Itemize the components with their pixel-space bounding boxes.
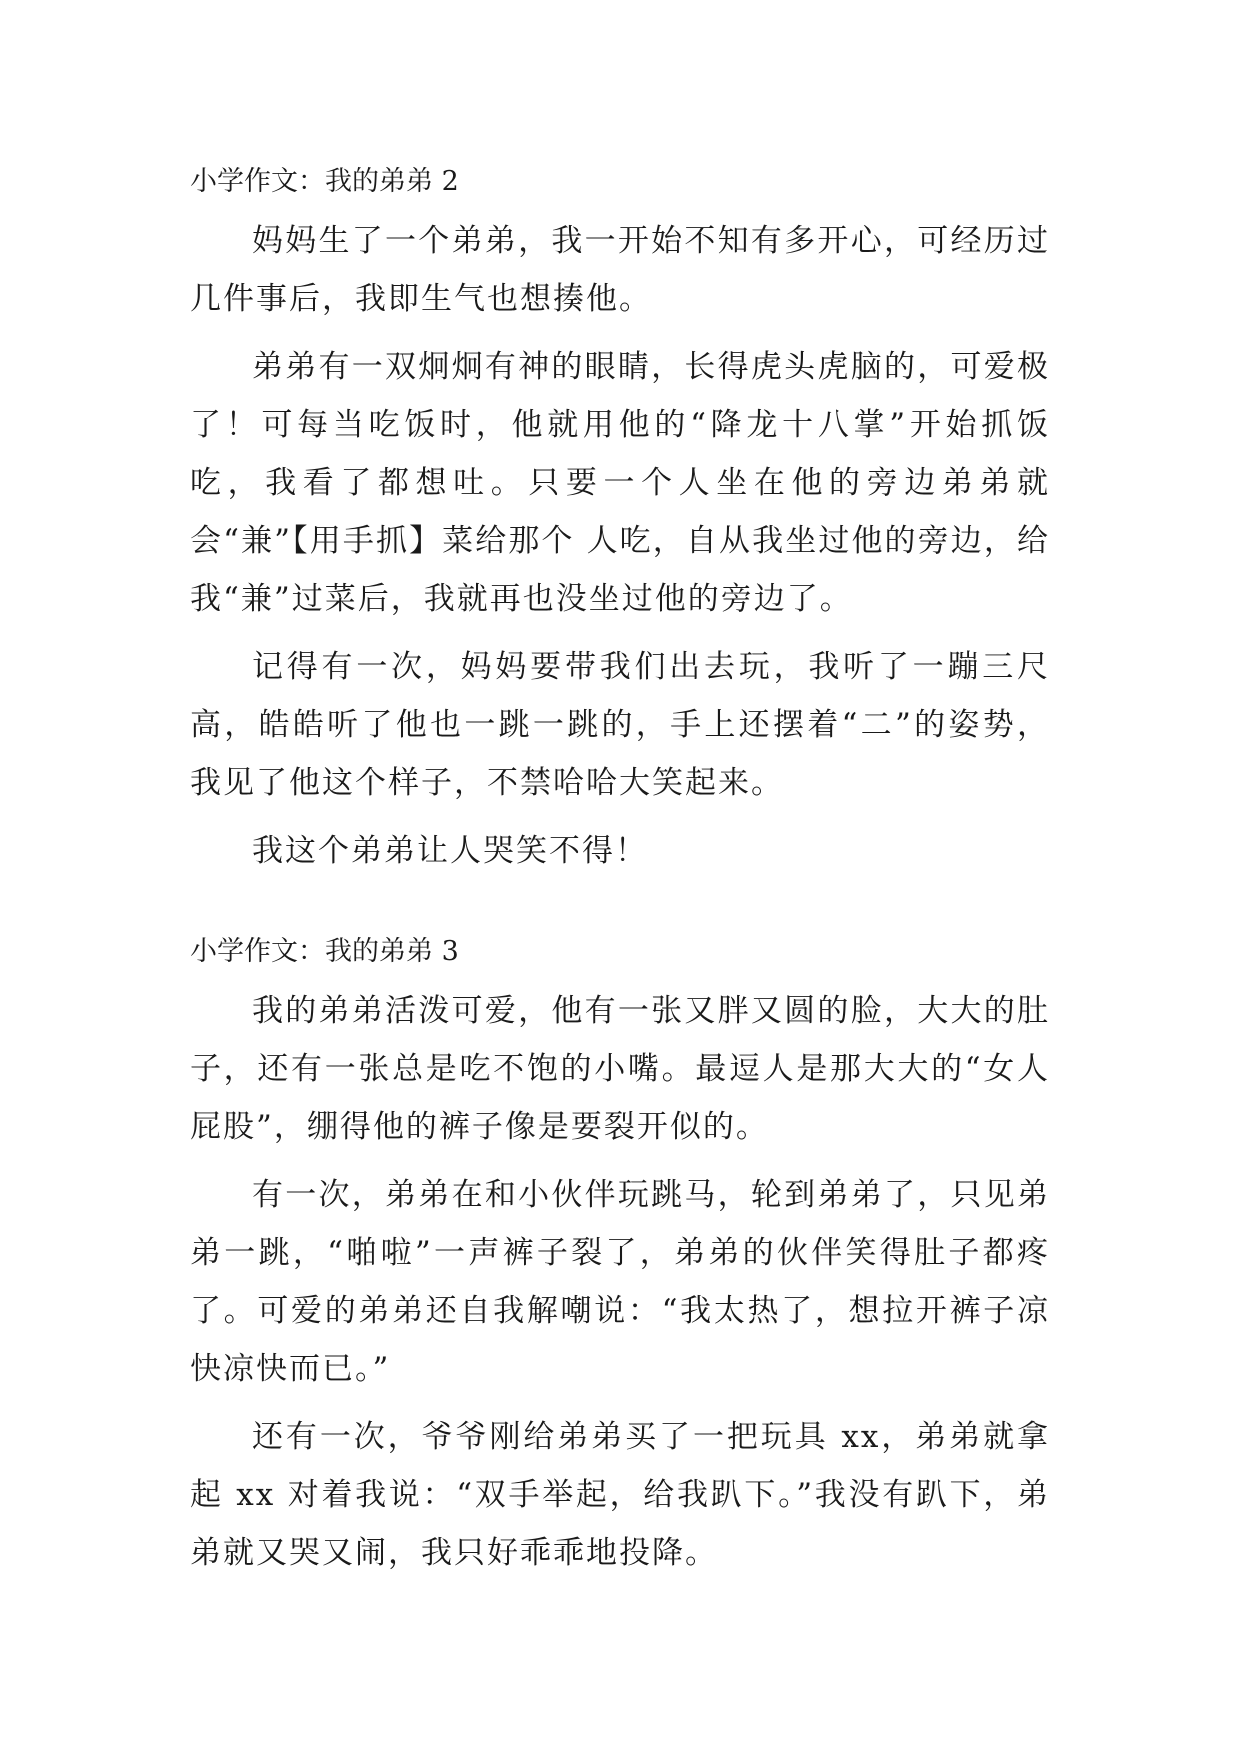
essay-2 bbox=[190, 162, 1050, 880]
document-page bbox=[190, 150, 1050, 1592]
essay-title: 小学作文：我的弟弟 2 bbox=[190, 166, 459, 197]
paragraph: 我的弟弟活泼可爱，他有一张又胖又圆的脸，大大的肚子，还有一张总是吃不饱的小嘴。最逗人是那大大的“女人屁股”，绷得他的裤子像是要裂开似的。 bbox=[190, 993, 1050, 1145]
paragraph: 弟弟有一双炯炯有神的眼睛，长得虎头虎脑的，可爱极了！可每当吃饭时，他就用他的“降龙十八掌”开始抓饭吃，我看了都想吐。只要一个人坐在他的旁边弟弟就会“兼”【用手抓】菜给那个 人吃，自从我坐过他的旁边，给我“兼”过菜后，我就再也没坐过他的旁边了。 bbox=[190, 349, 1050, 617]
paragraph: 记得有一次，妈妈要带我们出去玩，我听了一蹦三尺高，皓皓听了他也一跳一跳的，手上还摆着“二”的姿势，我见了他这个样子，不禁哈哈大笑起来。 bbox=[190, 649, 1050, 801]
paragraph: 还有一次，爷爷刚给弟弟买了一把玩具 xx，弟弟就拿起 xx 对着我说：“双手举起，给我趴下。”我没有趴下，弟弟就又哭又闹，我只好乖乖地投降。 bbox=[190, 1419, 1050, 1571]
paragraph: 妈妈生了一个弟弟，我一开始不知有多开心，可经历过几件事后，我即生气也想揍他。 bbox=[190, 223, 1050, 317]
paragraph: 有一次，弟弟在和小伙伴玩跳马，轮到弟弟了，只见弟弟一跳，“啪啦”一声裤子裂了，弟弟的伙伴笑得肚子都疼了。可爱的弟弟还自我解嘲说：“我太热了，想拉开裤子凉快凉快而已。” bbox=[190, 1177, 1050, 1387]
essay-3 bbox=[190, 932, 1050, 1582]
essay-title: 小学作文：我的弟弟 3 bbox=[190, 936, 459, 967]
paragraph: 我这个弟弟让人哭笑不得！ bbox=[252, 833, 648, 869]
